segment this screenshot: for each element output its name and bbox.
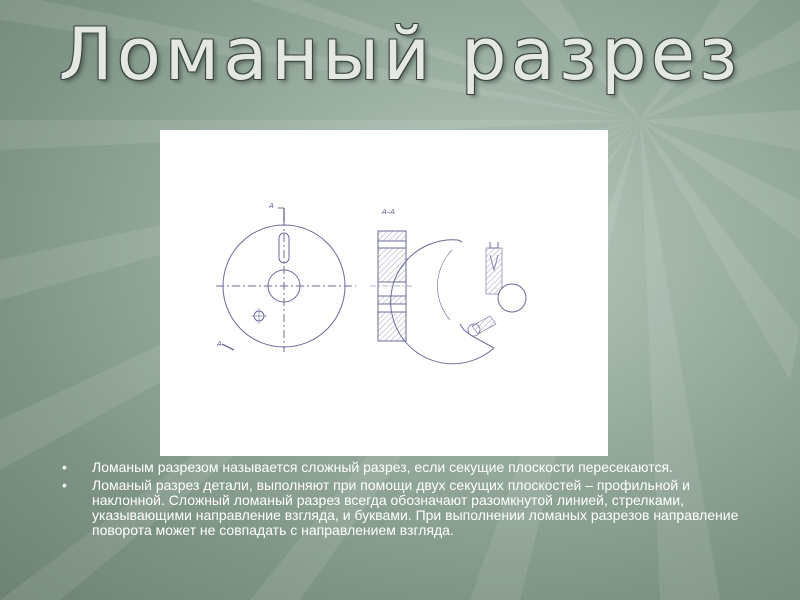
broken-section-view: [391, 240, 526, 364]
bullet-item: [58, 460, 748, 475]
bullet-icon: •: [62, 459, 67, 475]
technical-drawing: [160, 130, 608, 456]
bullet-text: Ломаным разрезом называется сложный разрез, если секущие плоскости пересекаются.: [92, 459, 673, 475]
side-section-view: [370, 231, 414, 341]
bullet-icon: •: [62, 477, 67, 493]
bullet-list: [58, 460, 748, 541]
drawing-figure: [160, 130, 608, 456]
bullet-text: Ломаный разрез детали, выполняют при помощи двух секущих плоскостей – профильной и наклонной. Сложный ломаный разрез всегда обозначают разомкнутой линией, стрелками, указывающими направление взгляда, и буквами. При выполнении ломаных разрезов направление поворота может не совпадать с направлением взгляда.: [92, 477, 739, 538]
label-a-bottom: А: [217, 340, 222, 348]
slide-title: Ломаный разрез: [58, 12, 742, 96]
label-section: А–А: [382, 208, 396, 216]
bullet-item: [58, 478, 748, 538]
label-a-top: А: [269, 202, 274, 210]
